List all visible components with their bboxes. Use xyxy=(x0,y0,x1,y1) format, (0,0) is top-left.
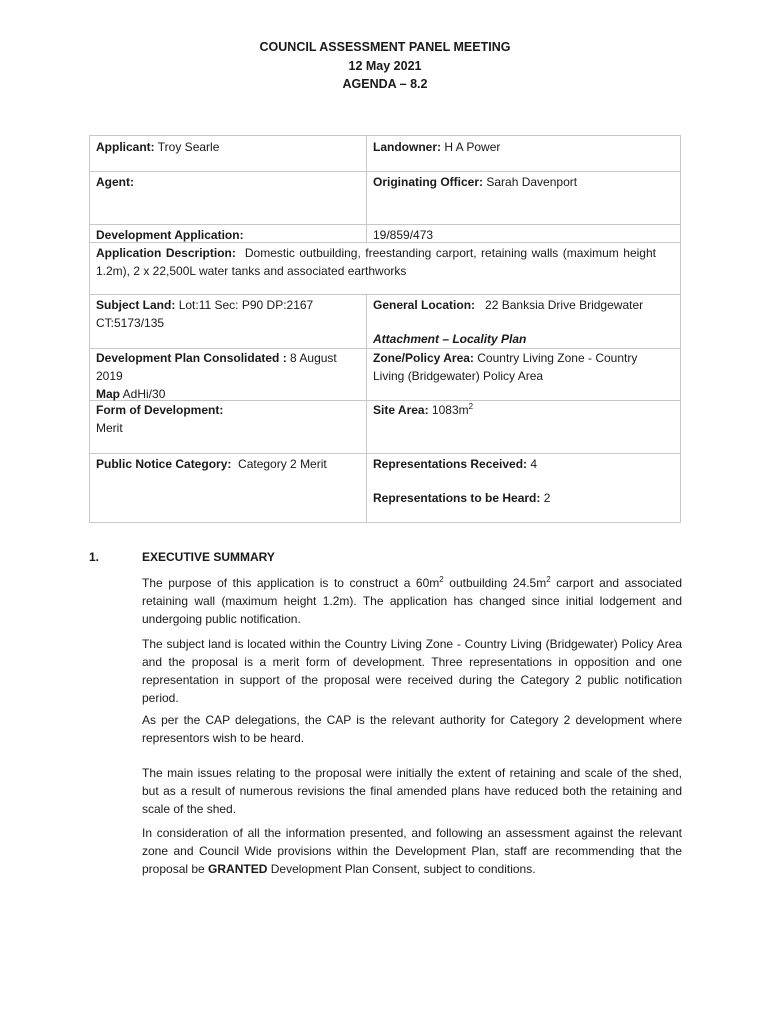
officer-cell xyxy=(373,173,577,191)
recommendation-granted: GRANTED xyxy=(208,862,268,876)
location-label: General Location: xyxy=(373,298,476,312)
reps-heard-label: Representations to be Heard: xyxy=(373,491,541,505)
reps-heard-value: 2 xyxy=(543,491,551,505)
location-cell xyxy=(373,296,643,348)
table-divider xyxy=(89,224,681,225)
reps-received-value: 4 xyxy=(530,457,538,471)
meeting-date: 12 May 2021 xyxy=(348,58,422,73)
devapp-cell xyxy=(96,226,244,244)
devapp-number-cell xyxy=(373,226,433,244)
landowner-cell xyxy=(373,138,500,156)
representations-cell xyxy=(373,455,550,507)
applicant-value: Troy Searle xyxy=(157,140,220,154)
section-title: EXECUTIVE SUMMARY xyxy=(142,550,275,564)
notice-label: Public Notice Category: xyxy=(96,457,232,471)
meeting-title: COUNCIL ASSESSMENT PANEL MEETING xyxy=(259,40,511,54)
officer-label: Originating Officer: xyxy=(373,175,484,189)
officer-value: Sarah Davenport xyxy=(486,175,578,189)
applicant-cell xyxy=(96,138,219,156)
attachment-link[interactable]: Attachment – Locality Plan xyxy=(373,332,527,346)
summary-paragraph-1 xyxy=(142,574,682,628)
description-label: Application Description: xyxy=(96,246,236,260)
table-divider xyxy=(89,171,681,172)
applicant-label: Applicant: xyxy=(96,140,155,154)
p1-sup-1: 2 xyxy=(439,575,444,584)
table-divider xyxy=(89,294,681,295)
certificate-title: CT:5173/135 xyxy=(96,316,165,330)
subject-land-cell xyxy=(96,296,313,332)
zone-label: Zone/Policy Area: xyxy=(373,351,474,365)
map-value: AdHi/30 xyxy=(122,387,166,401)
summary-paragraph-4: The main issues relating to the proposal were initially the extent of retaining and scale of the shed, but as a result of numerous revisions the final amended plans have reduced both the retaining and scale of the shed. xyxy=(142,766,682,816)
site-area-unit-sup: 2 xyxy=(468,402,474,411)
p5-text-c: Development Plan Consent, subject to conditions. xyxy=(267,862,536,876)
description-cell xyxy=(96,244,656,280)
reps-received-label: Representations Received: xyxy=(373,457,528,471)
devapp-number: 19/859/473 xyxy=(373,228,434,242)
table-column-divider xyxy=(366,135,367,242)
form-label: Form of Development: xyxy=(96,403,224,417)
devapp-label: Development Application: xyxy=(96,228,244,242)
summary-paragraph-5 xyxy=(142,824,682,878)
summary-paragraph-2: The subject land is located within the Country Living Zone - Country Living (Bridgewater) Policy Area and the proposal is a merit form of development. Three representations in opposition and one representation in support of the proposal were received during the Category 2 public notification period. xyxy=(142,637,682,705)
landowner-label: Landowner: xyxy=(373,140,441,154)
table-divider xyxy=(89,453,681,454)
map-label: Map xyxy=(96,387,120,401)
form-value: Merit xyxy=(96,421,123,435)
p5-text-a: In consideration of all the information presented, and following an assessment against the relevant zone and Council Wide provisions within the Development Plan, staff are recommending that the proposal be xyxy=(142,826,682,876)
devplan-label: Development Plan Consolidated : xyxy=(96,351,287,365)
notice-value: Category 2 Merit xyxy=(238,457,327,471)
zone-value: Country Living Zone - Country xyxy=(477,351,638,365)
site-area-label: Site Area: xyxy=(373,403,429,417)
landowner-value: H A Power xyxy=(444,140,501,154)
devplan-cell xyxy=(96,349,337,403)
p1-text-b: outbuilding 24.5m xyxy=(443,576,547,590)
devplan-value: 8 August xyxy=(290,351,337,365)
zone-cell xyxy=(373,349,637,385)
p1-text-a: The purpose of this application is to construct a 60m xyxy=(142,576,440,590)
agenda-item: AGENDA – 8.2 xyxy=(342,77,428,91)
site-area-value: 1083m xyxy=(431,403,469,417)
summary-paragraph-3: As per the CAP delegations, the CAP is the relevant authority for Category 2 development where representors wish to be heard. xyxy=(142,713,682,745)
section-number: 1. xyxy=(89,550,100,564)
form-cell xyxy=(96,401,223,437)
policy-area-value: Living (Bridgewater) Policy Area xyxy=(373,369,544,383)
agent-label: Agent: xyxy=(96,175,134,189)
subject-land-value: Lot:11 Sec: P90 DP:2167 xyxy=(178,298,314,312)
location-value: 22 Banksia Drive Bridgewater xyxy=(485,298,644,312)
notice-cell xyxy=(96,455,327,473)
table-column-divider xyxy=(366,294,367,523)
p1-text-c: carport and associated retaining wall (maximum height 1.2m). The application has changed since initial lodgement and undergoing public notification. xyxy=(142,576,682,626)
site-area-cell xyxy=(373,401,473,419)
agent-cell xyxy=(96,173,134,191)
subject-land-label: Subject Land: xyxy=(96,298,176,312)
devplan-year: 2019 xyxy=(96,369,123,383)
description-value: Domestic outbuilding, freestanding carport, retaining walls (maximum height 1.2m), 2 x 22,500L water tanks and associated earthworks xyxy=(96,246,656,278)
p1-sup-2: 2 xyxy=(546,575,551,584)
meeting-header xyxy=(0,38,770,94)
